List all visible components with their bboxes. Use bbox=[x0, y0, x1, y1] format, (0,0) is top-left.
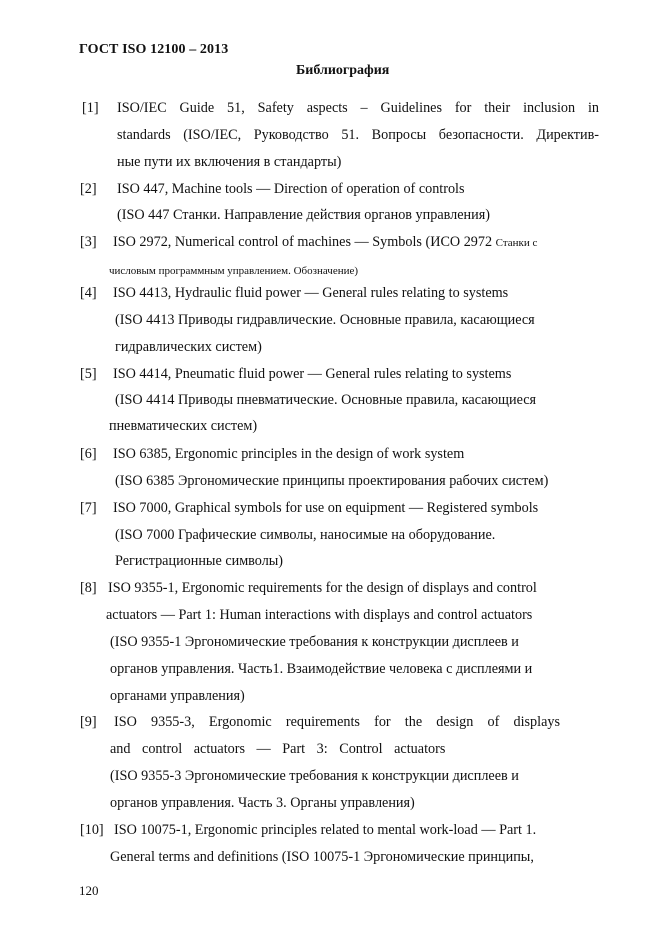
entry-line: (ISO 7000 Графические символы, наносимые на оборудование. bbox=[115, 527, 496, 543]
entry-number: [7] bbox=[80, 500, 97, 516]
entry-line: ISO 447, Machine tools — Direction of operation of controls bbox=[117, 181, 465, 197]
entry-number: [9] bbox=[80, 714, 97, 730]
entry-line: гидравлических систем) bbox=[115, 339, 262, 355]
page-number: 120 bbox=[79, 883, 99, 898]
entry-line: (ISO 447 Станки. Направление действия органов управления) bbox=[117, 207, 490, 223]
entry-line: органами управления) bbox=[110, 688, 245, 704]
entry-number: [8] bbox=[80, 580, 97, 596]
entry-line: ISO 6385, Ergonomic principles in the design of work system bbox=[113, 446, 465, 462]
entry-number: [1] bbox=[82, 100, 99, 116]
entry-line: ISO 10075-1, Ergonomic principles related to mental work-load — Part 1. bbox=[114, 822, 537, 838]
entry-number: [4] bbox=[80, 285, 97, 301]
entry-line: числовым программным управлением. Обозначение) bbox=[109, 265, 359, 277]
entry-line: ISO 4413, Hydraulic fluid power — General rules relating to systems bbox=[113, 285, 509, 301]
entry-line: ISO 4414, Pneumatic fluid power — General rules relating to systems bbox=[113, 366, 512, 382]
entry-number: [10] bbox=[80, 822, 104, 838]
entry-line: (ISO 9355-1 Эргономические требования к конструкции дисплеев и bbox=[110, 634, 519, 650]
entry-line: General terms and definitions (ISO 10075-1 Эргономические принципы, bbox=[110, 849, 534, 865]
entry-line: ISO 7000, Graphical symbols for use on equipment — Registered symbols bbox=[113, 500, 539, 516]
entry-line: (ISO 9355-3 Эргономические требования к конструкции дисплеев и bbox=[110, 768, 519, 784]
section-title: Библиография bbox=[296, 63, 390, 78]
entry-line: Регистрационные символы) bbox=[115, 553, 284, 569]
entry-line-part: ISO 2972, Numerical control of machines — Symbols (ИСО 2972 bbox=[113, 234, 496, 250]
entry-number: [6] bbox=[80, 446, 97, 462]
entry-line bbox=[113, 234, 537, 252]
entry-line: органов управления. Часть1. Взаимодействие человека с дисплеями и bbox=[110, 661, 533, 677]
entry-line: and control actuators — Part 3: Control actuators bbox=[110, 741, 446, 757]
entry-line: actuators — Part 1: Human interactions with displays and control actuators bbox=[106, 607, 533, 623]
entry-line: (ISO 4414 Приводы пневматические. Основные правила, касающиеся bbox=[115, 392, 537, 408]
document-header: ГОСТ ISO 12100 – 2013 bbox=[79, 42, 229, 57]
entry-line: (ISO 4413 Приводы гидравлические. Основные правила, касающиеся bbox=[115, 312, 535, 328]
entry-line: (ISO 6385 Эргономические принципы проектирования рабочих систем) bbox=[115, 473, 549, 489]
entry-line: органов управления. Часть 3. Органы управления) bbox=[110, 795, 415, 811]
entry-line: ISO 9355-1, Ergonomic requirements for the design of displays and control bbox=[108, 580, 537, 596]
entry-line: ISO/IEC Guide 51, Safety aspects – Guidelines for their inclusion in bbox=[117, 100, 599, 116]
entry-number: [2] bbox=[80, 181, 97, 197]
entry-number: [3] bbox=[80, 234, 97, 250]
entry-line: standards (ISO/IEC, Руководство 51. Вопросы безопасности. Директив- bbox=[117, 127, 599, 143]
entry-line: ные пути их включения в стандарты) bbox=[117, 154, 342, 170]
entry-number: [5] bbox=[80, 366, 97, 382]
entry-line: пневматических систем) bbox=[109, 418, 258, 434]
entry-line-part-small: Станки с bbox=[495, 237, 538, 249]
entry-line: ISO 9355-3, Ergonomic requirements for the design of displays bbox=[114, 714, 560, 730]
